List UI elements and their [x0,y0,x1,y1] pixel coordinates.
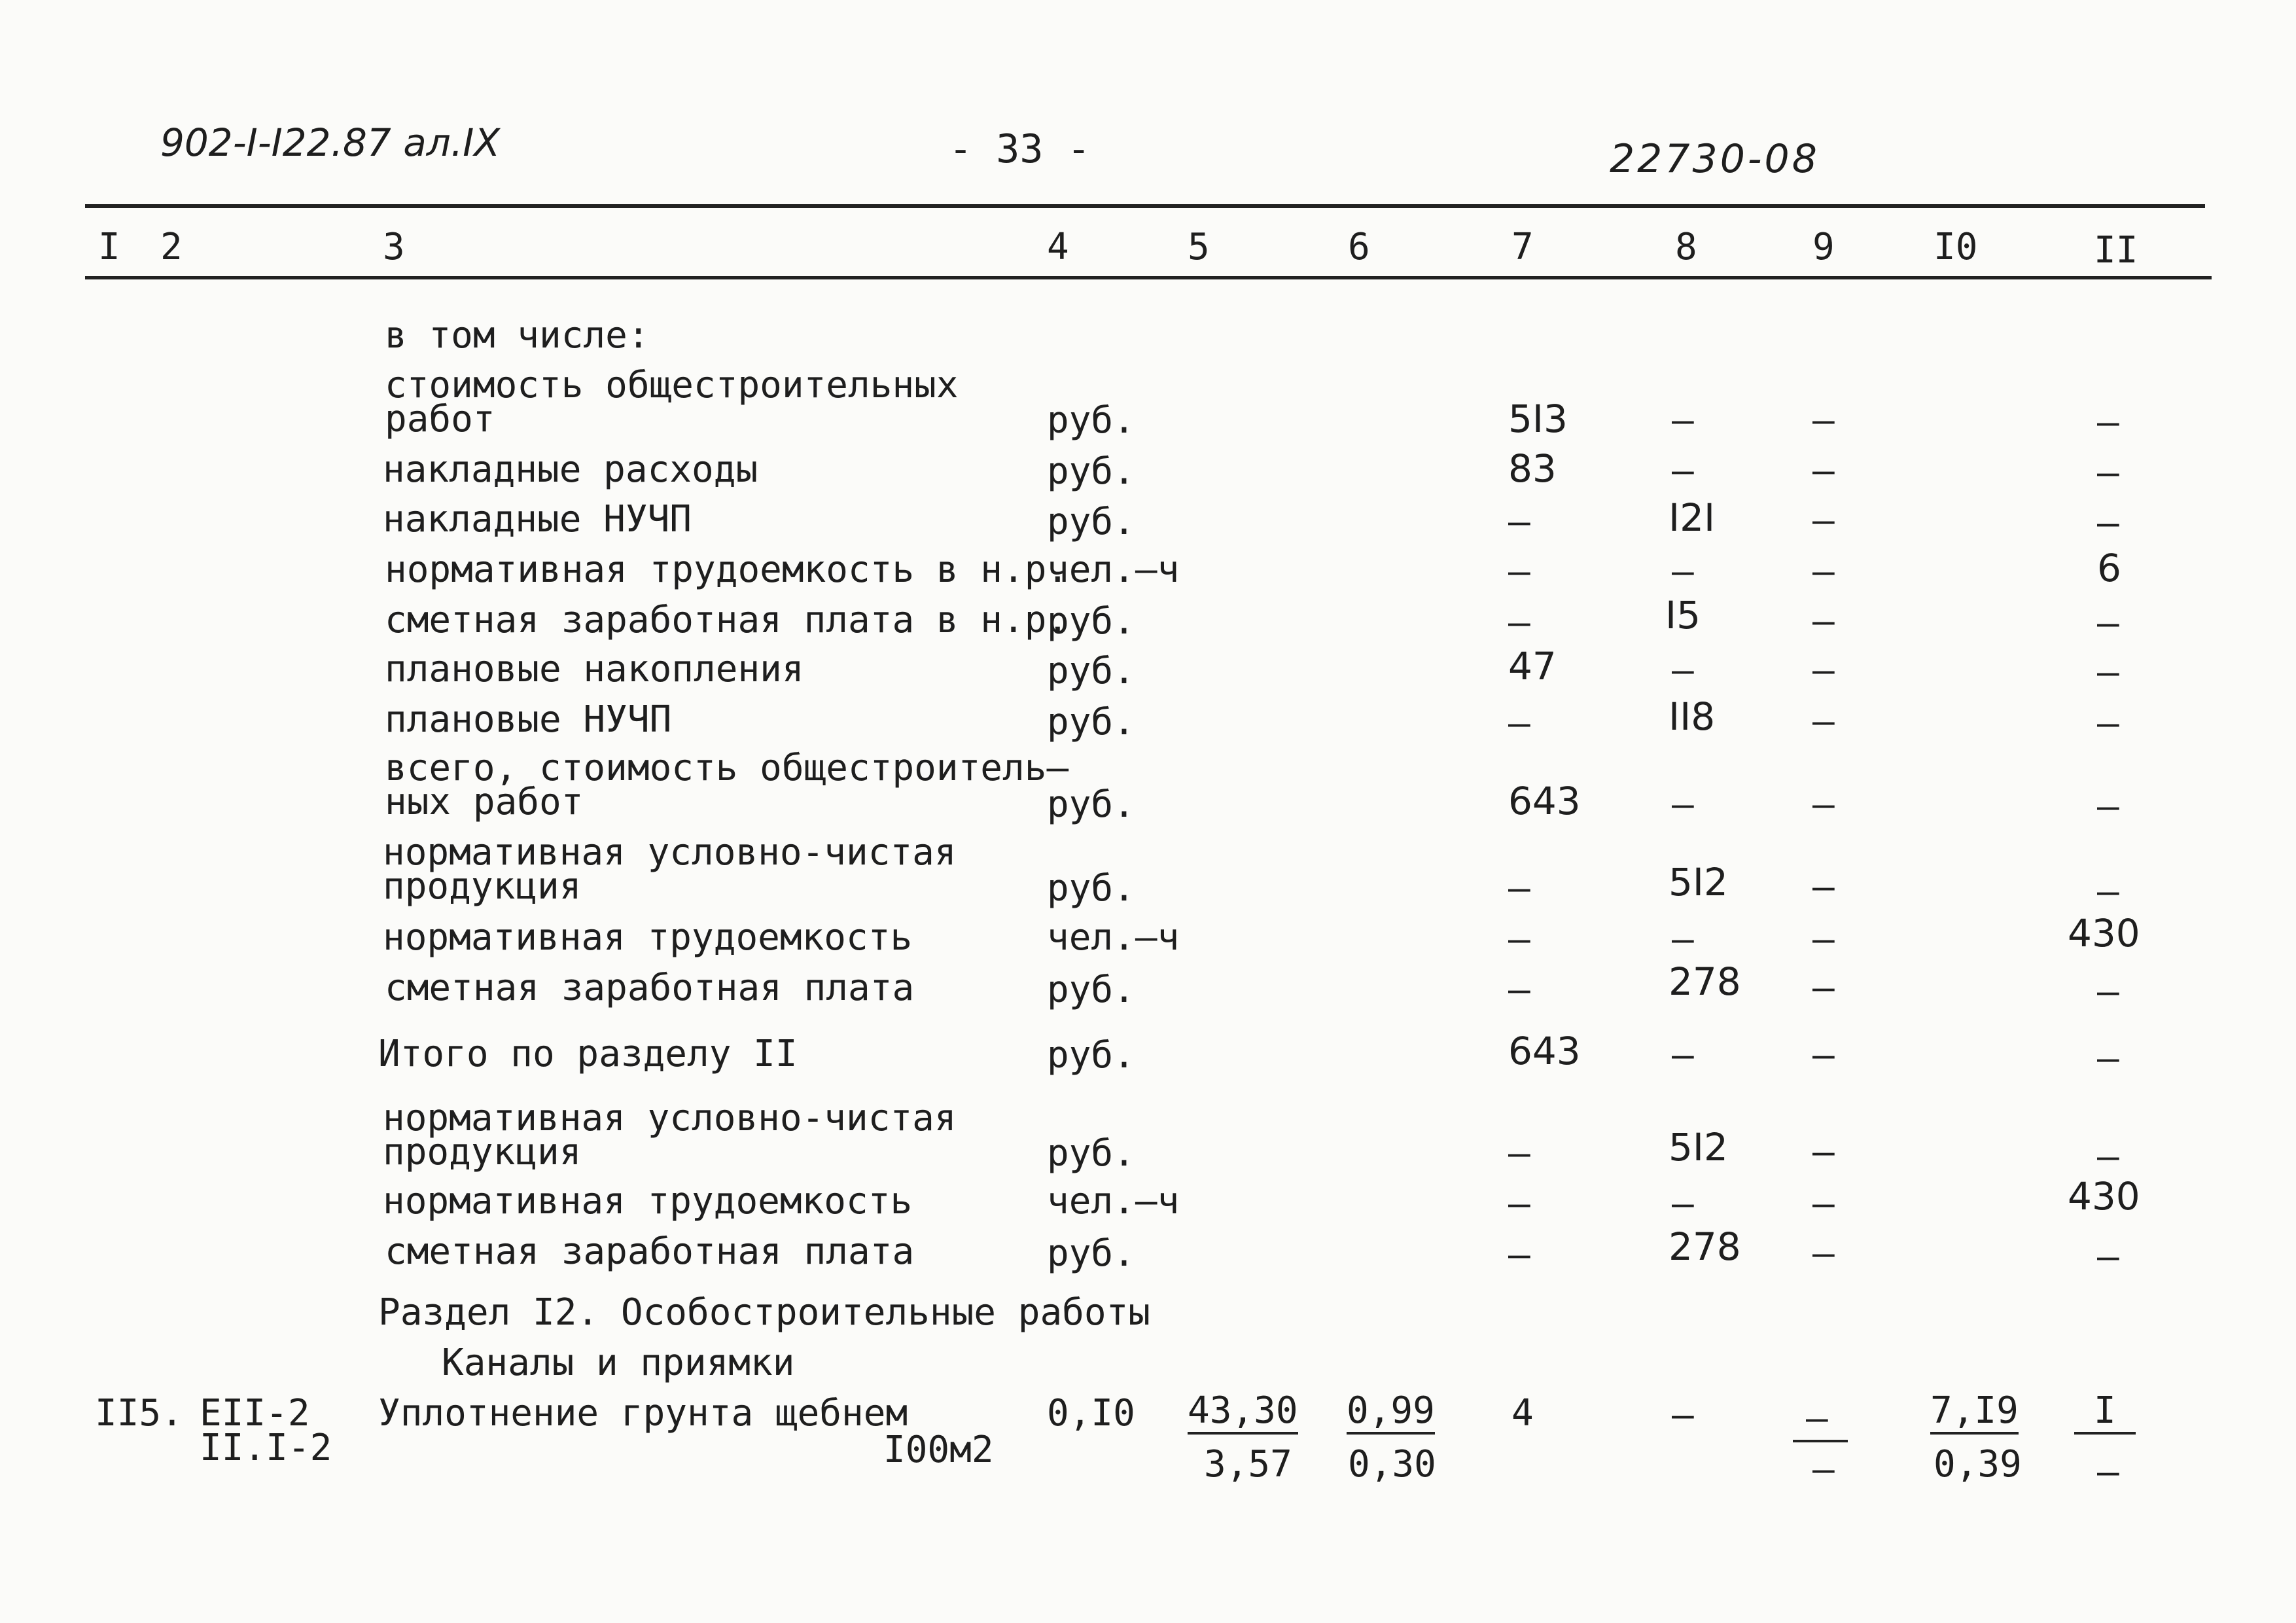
col-header-4: 4 [1047,226,1069,268]
row-name: накладные НУЧП [383,498,692,541]
col-header-11: II [2094,229,2138,272]
row-c7: 47 [1508,644,1557,688]
row-c9: – [1812,1232,1835,1275]
item-number: II5. [95,1392,183,1435]
row-name: нормативная трудоемкость в н.р. [385,548,1069,591]
row-c9: – [1812,399,1835,442]
item-name: Уплотнение грунта щебнем [378,1392,908,1435]
col-header-5: 5 [1188,226,1210,268]
row-c8: 278 [1669,959,1741,1004]
row-c8: – [1672,918,1694,961]
item-unit: I00м2 [883,1429,994,1471]
row-c8: II8 [1669,694,1716,739]
row-name: нормативная трудоемкость [383,916,913,959]
row-c9: – [1812,783,1835,826]
row-name: сметная заработная плата [385,967,915,1009]
item-code-line2: II.I-2 [200,1427,332,1469]
row-unit: руб. [1047,969,1135,1011]
item-c9-bottom: – [1812,1448,1835,1491]
item-c5-top: 43,30 [1188,1393,1298,1435]
section-subtitle: Каналы и приямки [442,1342,795,1384]
row-c8: 5I2 [1669,860,1728,904]
row-c11: – [2097,651,2119,694]
row-c7: – [1508,550,1530,593]
row-c11: – [2097,1135,2119,1178]
row-c9: – [1812,450,1835,492]
row-name: стоимость общестроительных работ [385,364,959,440]
row-unit: руб. [1047,450,1135,493]
col-header-10: I0 [1934,226,1978,268]
row-c7: – [1508,918,1530,961]
row-name: нормативная условно-чистая продукция [383,1097,957,1173]
row-unit: руб. [1047,783,1135,826]
row-name: сметная заработная плата [385,1230,915,1273]
total-c9: – [1812,1034,1835,1077]
row-c9: – [1812,550,1835,593]
col-header-8: 8 [1675,226,1697,268]
row-unit: руб. [1047,701,1135,743]
item-c9-top: – [1793,1400,1848,1442]
row-c11: – [2097,452,2119,494]
row-c8: – [1672,550,1694,593]
row-c7: 83 [1508,446,1557,491]
row-c11: 430 [2068,911,2140,955]
row-unit: чел.–ч [1047,548,1180,591]
row-unit: руб. [1047,650,1135,692]
row-c9: – [1812,1131,1835,1173]
row-c7: – [1508,1234,1530,1276]
row-unit: чел.–ч [1047,916,1180,959]
top-rule [85,204,2205,208]
row-c9: – [1812,967,1835,1009]
total-c11: – [2097,1037,2119,1080]
section-title: Раздел I2. Особостроительные работы [378,1291,1151,1334]
stamp-number: 22730-08 [1610,136,1820,182]
row-name: всего, стоимость общестроитель– ных работ [385,747,1069,823]
doc-code: 902-I-I22.87 ал.IX [160,120,501,165]
page-number: - 33 - [949,126,1091,172]
row-c7: – [1508,601,1530,644]
row-c8: – [1672,1183,1694,1225]
row-c7: – [1508,702,1530,745]
row-c11: 6 [2097,546,2121,590]
row-unit: руб. [1047,399,1135,442]
row-c9: – [1812,700,1835,743]
row-c11: – [2097,702,2119,745]
item-c6-top: 0,99 [1347,1393,1435,1435]
row-c11: – [2097,870,2119,913]
row-c11: – [2097,785,2119,828]
row-c7: – [1508,1183,1530,1225]
row-c8: – [1672,783,1694,826]
col-header-2: 2 [160,226,183,268]
total-c8: – [1672,1034,1694,1077]
row-c7: – [1508,969,1530,1011]
col-header-9: 9 [1812,226,1835,268]
total-name: Итого по разделу II [378,1033,798,1075]
row-c7: 643 [1508,779,1581,823]
row-c9: – [1812,918,1835,961]
header-bottom-rule [85,276,2212,279]
row-c9: – [1812,600,1835,643]
row-c7: – [1508,867,1530,910]
col-header-1: I [98,226,120,268]
row-c7: – [1508,1132,1530,1175]
row-c7: – [1508,501,1530,543]
item-c10-top: 7,I9 [1930,1393,2019,1435]
row-c11: – [2097,401,2119,444]
row-unit: руб. [1047,501,1135,543]
item-c8: – [1672,1394,1694,1436]
col-header-3: 3 [383,226,405,268]
row-c9: – [1812,1183,1835,1225]
row-c8: 5I2 [1669,1125,1728,1169]
row-c11: – [2097,971,2119,1013]
row-unit: руб. [1047,1132,1135,1175]
item-qty: 0,I0 [1047,1392,1135,1435]
row-c11: – [2097,502,2119,544]
row-unit: руб. [1047,600,1135,643]
row-c11: – [2097,602,2119,645]
col-header-7: 7 [1511,226,1534,268]
row-c11: – [2097,1236,2119,1278]
row-c8: I2I [1669,495,1716,540]
item-c7: 4 [1511,1392,1534,1435]
row-name: сметная заработная плата в н.р. [385,599,1069,641]
item-c11-top: I [2074,1393,2136,1435]
row-c8: I5 [1665,593,1701,637]
row-name: нормативная трудоемкость [383,1180,913,1222]
item-c11-bottom: – [2097,1451,2119,1493]
row-c9: – [1812,499,1835,542]
item-c6-bottom: 0,30 [1348,1443,1436,1486]
col-header-6: 6 [1348,226,1370,268]
row-name: плановые накопления [385,648,804,690]
row-unit: чел.–ч [1047,1180,1180,1222]
row-c8: 278 [1669,1224,1741,1269]
total-c7: 643 [1508,1029,1581,1073]
total-unit: руб. [1047,1034,1135,1077]
item-code-line1: ЕII-2 [200,1392,310,1435]
row-c8: – [1672,399,1694,442]
row-c8: – [1672,450,1694,492]
row-c9: – [1812,649,1835,692]
row-name: накладные расходы [383,448,758,491]
row-unit: руб. [1047,867,1135,910]
group-heading: в том числе: [385,314,650,357]
row-c9: – [1812,866,1835,908]
item-c5-bottom: 3,57 [1204,1443,1292,1486]
row-c7: 5I3 [1508,397,1568,441]
row-c11: 430 [2068,1174,2140,1219]
row-name: плановые НУЧП [385,698,672,741]
row-unit: руб. [1047,1232,1135,1275]
row-c8: – [1672,649,1694,692]
item-c10-bottom: 0,39 [1934,1443,2022,1486]
row-name: нормативная условно-чистая продукция [383,831,957,908]
